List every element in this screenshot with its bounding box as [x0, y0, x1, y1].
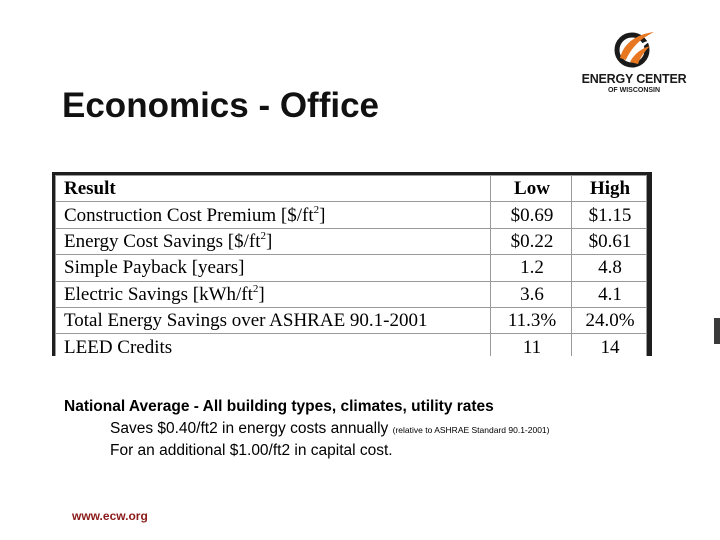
energy-center-logo: [578, 28, 690, 98]
row-high-value: $1.15: [572, 202, 647, 228]
row-result-label: Total Energy Savings over ASHRAE 90.1-2001: [56, 307, 491, 333]
row-high-value: $0.61: [572, 228, 647, 254]
table-row: [56, 202, 647, 228]
page-title: Economics - Office: [62, 86, 380, 125]
row-low-value: $0.22: [491, 228, 572, 254]
row-result-label: Electric Savings $[kWh/ft^2]$: [56, 281, 491, 307]
row-low-value: 11.3%: [491, 307, 572, 333]
row-low-value: 1.2: [491, 255, 572, 281]
table-row: [56, 307, 647, 333]
table-header-row: [56, 176, 647, 202]
row-high-value: 14: [572, 334, 647, 356]
notes-savings-text: Saves $0.40/ft2 in energy costs annually: [110, 420, 393, 437]
notes-cost-line: For an additional $1.00/ft2 in capital cost.: [110, 442, 393, 459]
notes-block: [64, 398, 550, 460]
row-result-label: Simple Payback [years]: [56, 255, 491, 281]
row-high-value: 24.0%: [572, 307, 647, 333]
energy-center-swirl-icon: [612, 28, 656, 70]
table-row: [56, 228, 647, 254]
notes-savings-line: [110, 420, 550, 438]
results-table: [55, 175, 647, 356]
row-low-value: 3.6: [491, 281, 572, 307]
table-row: [56, 281, 647, 307]
header-high: High: [572, 176, 647, 202]
table-row: [56, 255, 647, 281]
footer-website-link[interactable]: www.ecw.org: [72, 509, 148, 523]
header-low: Low: [491, 176, 572, 202]
row-high-value: 4.1: [572, 281, 647, 307]
header-result: Result: [56, 176, 491, 202]
row-result-label: LEED Credits: [56, 334, 491, 356]
edge-accent-bar: [714, 318, 720, 344]
logo-subtitle: OF WISCONSIN: [607, 87, 661, 94]
notes-savings-reference: (relative to ASHRAE Standard 90.1-2001): [392, 425, 550, 435]
row-result-label: Energy Cost Savings $[\$/ft^2]$: [56, 228, 491, 254]
table-row: [56, 334, 647, 356]
row-high-value: 4.8: [572, 255, 647, 281]
logo-name: ENERGY CENTER: [581, 72, 687, 86]
row-low-value: $0.69: [491, 202, 572, 228]
results-table-frame: [52, 172, 652, 356]
notes-heading: National Average - All building types, climates, utility rates: [64, 398, 494, 415]
row-low-value: 11: [491, 334, 572, 356]
row-result-label: Construction Cost Premium $[\$/ft^2]$: [56, 202, 491, 228]
